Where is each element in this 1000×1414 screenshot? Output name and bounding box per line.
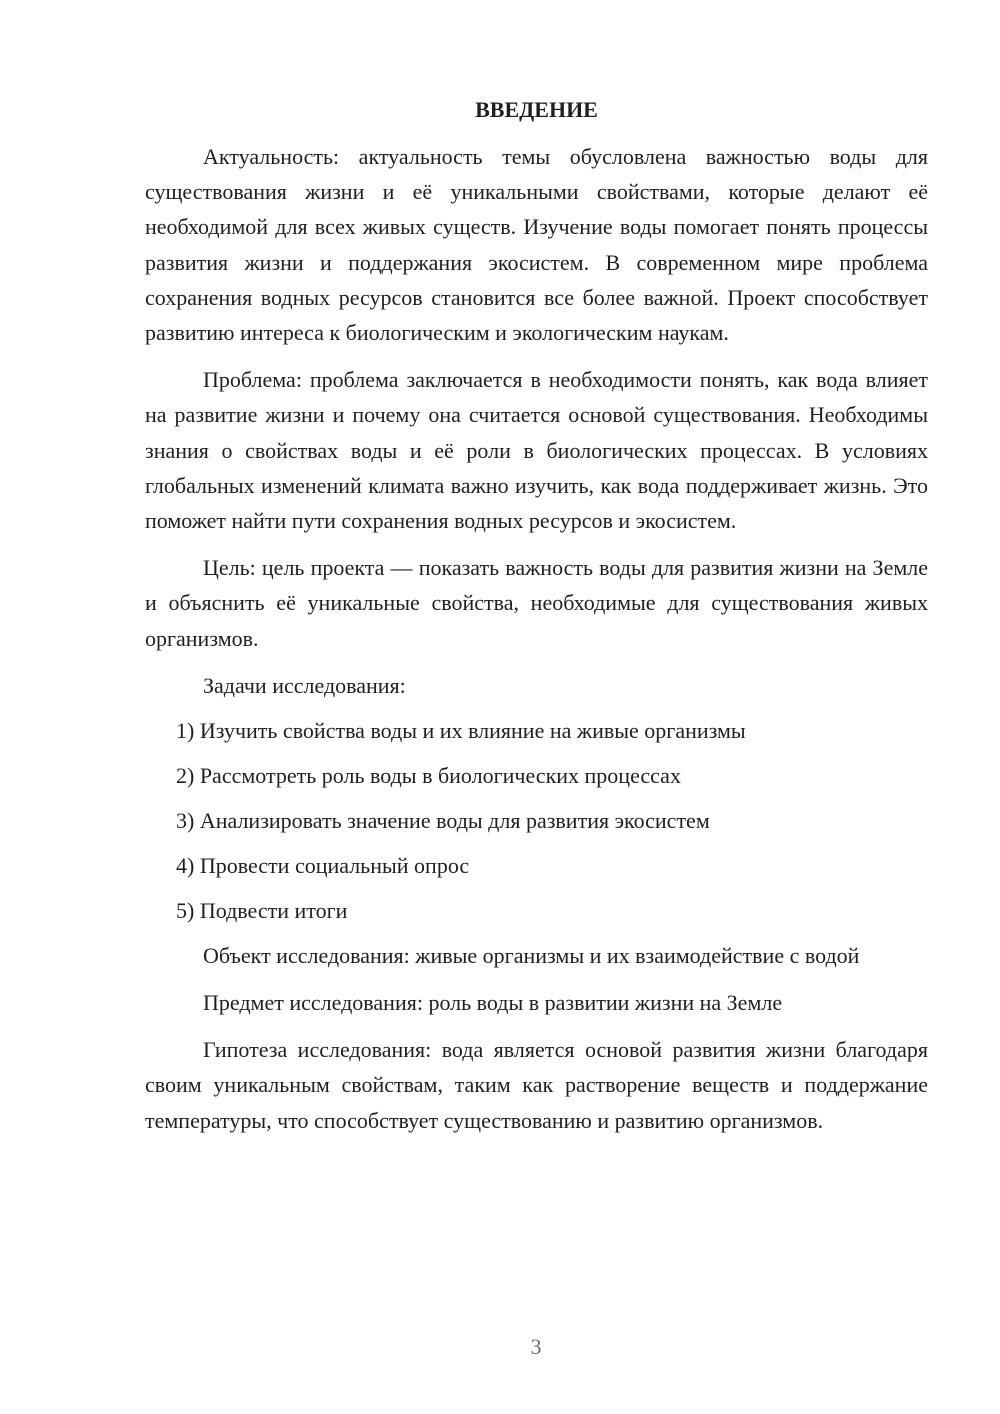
relevance-paragraph: Актуальность: актуальность темы обусловлена важностью воды для существования жизни и её уникальными свойствами, которые делают её необходимой для всех живых существ. Изучение воды помогает понять процессы развития жизни и поддержания экосистем. В современном мире проблема сохранения водных ресурсов становится все более важной. Проект способствует развитию интереса к биологическим и экологическим наукам. xyxy=(145,144,928,346)
task-item: 4) Провести социальный опрос xyxy=(176,852,470,878)
task-item: 1) Изучить свойства воды и их влияние на живые организмы xyxy=(176,717,746,743)
tasks-heading: Задачи исследования: xyxy=(203,672,406,698)
problem-paragraph: Проблема: проблема заключается в необходимости понять, как вода влияет на развитие жизни и почему она считается основой существования. Необходимы знания о свойствах воды и её роли в биологических процессах. В условиях глобальных изменений климата важно изучить, как вода поддерживает жизнь. Это поможет найти пути сохранения водных ресурсов и экосистем. xyxy=(145,367,928,534)
task-item: 3) Анализировать значение воды для развития экосистем xyxy=(176,807,710,833)
task-item: 2) Рассмотреть роль воды в биологических процессах xyxy=(176,762,681,788)
document-page xyxy=(145,92,928,1150)
hypothesis-paragraph: Гипотеза исследования: вода является основой развития жизни благодаря своим уникальным свойствам, таким как растворение веществ и поддержание температуры, что способствует существованию и развитию организмов. xyxy=(145,1037,928,1133)
task-item: 5) Подвести итоги xyxy=(176,897,348,923)
goal-paragraph: Цель: цель проекта — показать важность воды для развития жизни на Земле и объяснить её уникальные свойства, необходимые для существования живых организмов. xyxy=(145,555,928,651)
section-title: ВВЕДЕНИЕ xyxy=(475,97,598,122)
page-number: 3 xyxy=(530,1334,542,1359)
subject-paragraph: Предмет исследования: роль воды в развитии жизни на Земле xyxy=(203,990,783,1016)
object-paragraph: Объект исследования: живые организмы и их взаимодействие с водой xyxy=(203,942,860,968)
